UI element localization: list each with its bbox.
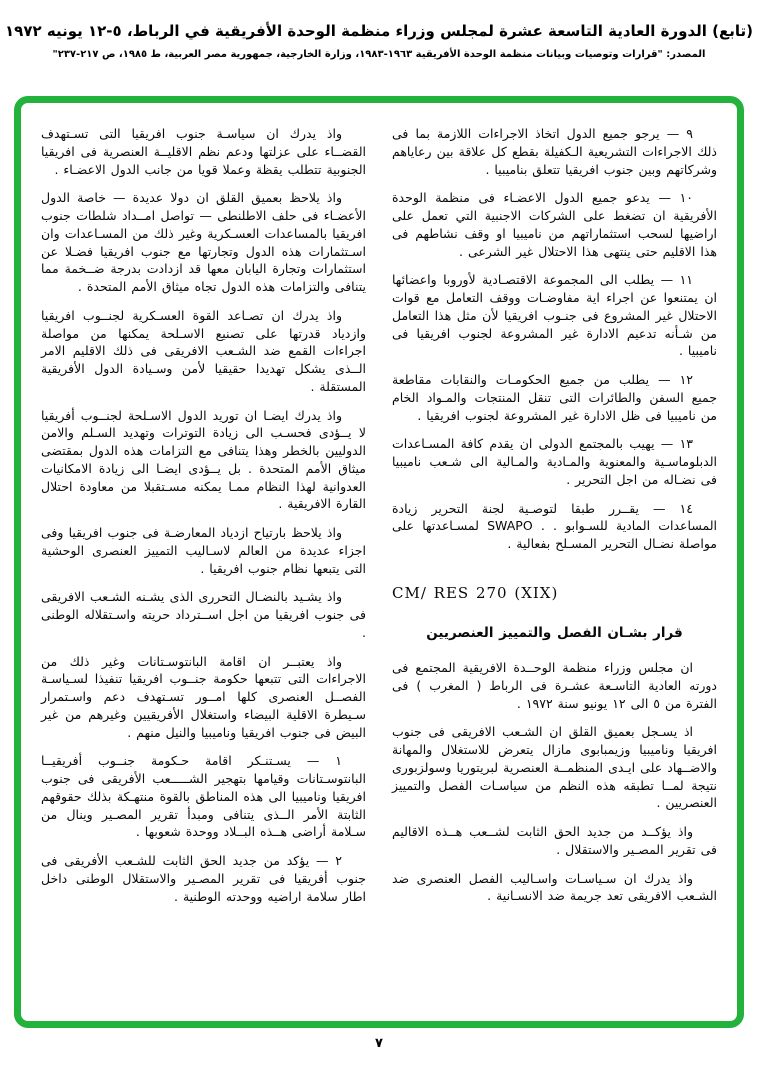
paragraph: اذ يسـجل بعميق القلق ان الشـعب الافريقى فى جنوب افريقيا وناميبيا وزيمبابوى مازال يتعرض للاستغلال والمهانة والاضــهاد على ايـدى المنظمــة العنصرية لبريتوريا وسولزبورى نتيجة لمــا تطبقه هذه النظم من سياسـات الفصل والتمييز العنصريين .	[392, 724, 717, 811]
paragraph: واذ يشـيد بالنضـال التحررى الذى يشـنه الشـعب الافريقى فى جنوب افريقيا من اجل اســترداد حريته واسـتقلاله الوطنى .	[41, 589, 366, 640]
session-title: (تابع) الدورة العادية التاسعة عشرة لمجلس وزراء منظمة الوحدة الأفريقية في الرباط، ٥-١٢ يونيه ١٩٧٢	[5, 22, 753, 40]
paragraph: واذ يلاحظ بارتياح ازدياد المعارضـة فى جنوب افريقيا وفى اجزاء عديدة من العالم لاسـاليب التمييز العنصرى الوحشية التى يتبعها نظام جنوب افريقيا .	[41, 525, 366, 576]
paragraph: واذ يدرك ان سياسـة جنوب افريقيا التى تسـتهدف القضــاء على عزلتها ودعم نظم الاقليــة العنصرية فى افريقيا الجنوبية تتطلب يقظة وعملا قويا من جانب الدول الاعضـاء .	[41, 126, 366, 177]
paragraph: واذ يعتبــر ان اقامة البانتوسـتانات وغير ذلك من الاجراءات التى تتبعها حكومة جنــوب افريقيا تنفيذا لسـياسـة الفصــل العنصرى كلها امــور تسـتهدف دعم واسـتمرار سـيطرة الاقلية البيضاء واستغلال الأفريقيين وغيرهم من غير البيض فى جنوب افريقيا وناميبيا والنيل منهم .	[41, 653, 366, 740]
paragraph: ٩ — يرجو جميع الدول اتخاذ الاجراءات اللازمة بما فى ذلك الاجراءات التشريعية الـكفيلة بقطع كل علاقة بين رعاياهم وشركاتهم وبين جنوب افريقيا تتعلق بناميبيا .	[392, 126, 717, 177]
source-citation: المصدر: "قرارات وتوصيات وبيانات منظمة الوحدة الأفريقية ١٩٦٣-١٩٨٣، وزارة الخارجية، جمهورية مصر العربية، ط ١٩٨٥، ص ٢١٧-٢٣٧"	[52, 48, 706, 60]
text-columns	[21, 103, 737, 1021]
page-number: ٧	[375, 1036, 383, 1051]
paragraph: ١٢ — يطلب من جميع الحكومـات والنقابات مقاطعة جميع السفن والطائرات التى تنقل المنتجات والمـواد الخام من ناميبيا فى ظل الادارة غير المشروعة لجنوب افريقيا .	[392, 372, 717, 423]
content-border	[14, 96, 744, 1028]
paragraph: ١٣ — يهيب بالمجتمع الدولى ان يقدم كافة المسـاعدات الدبلوماسـية والمعنوية والمـادية والمـالية الى شـعب ناميبيا فى نضـاله من اجل التحرير .	[392, 436, 717, 487]
section-heading: قرار بشـان الفصل والتمييز العنصريين	[426, 625, 683, 642]
paragraph: ١٤ — يقــرر طبقا لتوصـية لجنة التحرير زيادة المساعدات المادية للسـوابو . . SWAPO لمسـاعدتها على مواصلة نضـال التحرير المسـلح بفعالية .	[392, 500, 717, 551]
paragraph: ان مجلس وزراء منظمة الوحــدة الافريقية المجتمع فى دورته العادية التاسـعة عشـرة فى الرباط ( المغرب ) فى الفترة من ٥ الى ١٢ يونيو سنة ١٩٧٢ .	[392, 660, 717, 711]
paragraph: ١٠ — يدعو جميع الدول الاعضـاء فى منظمة الوحدة الأفريقية ان تضغط على الشركات الاجنبية التي تعمل على اراضيها لسحب استثماراتهم من ناميبيا او وقف نشاطهم فى هذا الاقليم حتى ينتهى هذا الاحتلال غير الشرعى .	[392, 190, 717, 259]
resolution-code: CM/ RES 270 (XIX)	[392, 583, 559, 602]
paragraph: ١ — يسـتنـكر اقامة حـكومة جنــوب أفريقيــا البانتوسـتانات وقيامها بتهجير الشـــــعب الأفريقى فى جنوب افريقيا وناميبيا الى هذه المناطق بالقوة منتهـكة بذلك حقوقهم الثابتة الأمر الــذى يتنافى ومبدأ تقرير المصـير وينال من سـلامة أراضى هــذه البــلاد ووحدة شعوبها .	[41, 753, 366, 840]
paragraph: واذ يؤكــد من جديد الحق الثابت لشــعب هــذه الاقاليم فى تقرير المصـير والاستقلال .	[392, 824, 717, 857]
paragraph: ٢ — يؤكد من جديد الحق الثابت للشـعب الأفريقى فى جنوب أفريقيا فى تقرير المصـير والاستقلال الوطنى داخل اطار سلامة اراضيه ووحدته الوطنية .	[41, 853, 366, 904]
column-left	[41, 125, 366, 1011]
paragraph: واذ يدرك ان تصـاعد القوة العسـكرية لجنــوب افريقيا وازدياد قدرتها على تصنيع الاسـلحة يمكنها من مواصلة اجراءات القمع ضد الشـعب الافريقى فى ذلك الاقليم الامر الــذى يشكل تهديدا حقيقيا لأمن وسـيادة الدول الأفريقية المستقلة .	[41, 307, 366, 394]
paragraph: ١١ — يطلب الى المجموعة الاقتصـادية لأوروبا واعضائها ان يمتنعوا عن اجراء اية مفاوضـات ووقف التعامل مع قوات الاحتلال غير المشروع فى جنـوب افريقيا لأن مثل هذا التعامل من شـأنه تدعيم الادارة غير المشروعة لجنوب افريقيا فى ناميبيا .	[392, 272, 717, 359]
paragraph: واذ يدرك ان سـياسـات واسـاليب الفصل العنصرى ضد الشـعب الافريقى تعد جريمة ضد الانسـانية .	[392, 870, 717, 904]
column-right	[392, 125, 717, 1011]
paragraph: واذ يدرك ايضـا ان توريد الدول الاسـلحة لجنــوب أفريقيا لا يــؤدى فحسـب الى زيادة التوترات وتهديد السـلم والامن الدوليين بالخطر وهذا يتنافى مع التزامات هذه الدول بمقتضى ميثاق الأمم المتحدة . بل يــؤدى ايضـا الى زيادة الامكانيات العدوانية لهذا النظام ممـا يمكنه مسـتقبلا من معاودة احتلال القارة الافريقية .	[41, 407, 366, 512]
paragraph: واذ يلاحظ بعميق القلق ان دولا عديدة — خاصة الدول الأعضـاء فى حلف الاطلنطى — تواصل امــداد شلطات جنوب افريقيا بالمساعدات العسـكرية وغير ذلك من المسـاعدات وان اسـتثمارات هذه الدول وتجارتها مع جنوب افريقيا فضـلا عن استثمارات وتجارة اليابان معها قد ازدادت بدرجة ضــخمة مما يتنافى والتزامات هذه الدول تجاه ميثاق الأمم المتحدة .	[41, 190, 366, 294]
page-header	[0, 0, 758, 60]
